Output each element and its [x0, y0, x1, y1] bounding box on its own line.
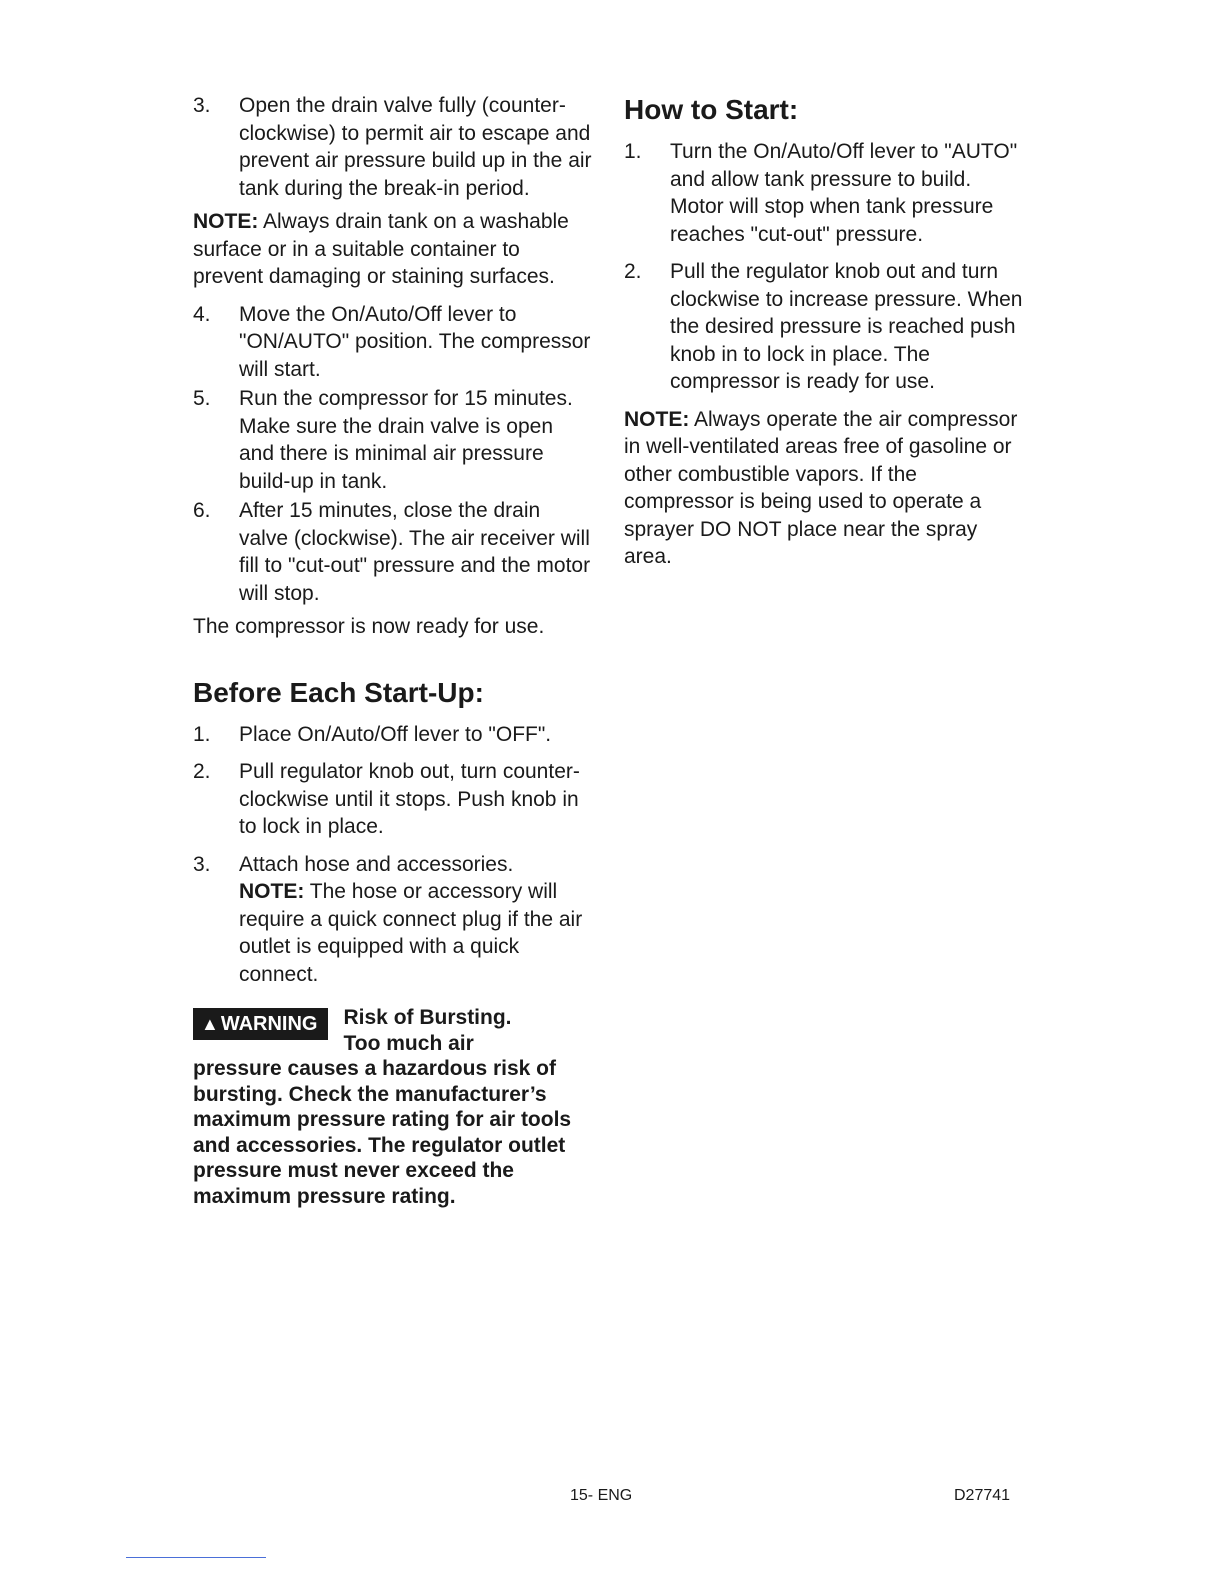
step-number: 5. — [193, 387, 211, 410]
list-item — [193, 721, 593, 749]
step-text: Place On/Auto/Off lever to "OFF". — [239, 722, 552, 746]
note-label: NOTE: — [624, 407, 690, 431]
list-item — [624, 138, 1024, 248]
step-text: Pull the regulator knob out and turn clockwise to increase pressure. When the desired pressure is reached push knob in to lock in place. The compressor is ready for use. — [670, 260, 1023, 393]
step-number: 1. — [193, 722, 211, 746]
step-text: Open the drain valve fully (counter-clockwise) to permit air to escape and prevent air pressure build up in the air tank during the break-in period. — [239, 94, 592, 200]
step-list-a — [193, 92, 593, 202]
note-text: The hose or accessory will require a quick connect plug if the air outlet is equipped with a quick connect. — [239, 880, 583, 986]
warning-head-line1: Risk of Bursting. — [343, 1006, 512, 1029]
note-text: Always operate the air compressor in well-ventilated areas free of gasoline or other combustible vapors. If the compressor is being used to operate a sprayer DO NOT place near the spray area. — [624, 407, 1018, 568]
start-step-list — [624, 138, 1024, 396]
step-number: 3. — [193, 852, 211, 876]
warning-badge-label: WARNING — [220, 1013, 318, 1035]
warning-badge — [193, 1008, 328, 1040]
ready-text: The compressor is now ready for use. — [193, 615, 545, 638]
note-label: NOTE: — [239, 880, 305, 903]
right-column — [624, 92, 1024, 581]
warning-block — [193, 1008, 593, 1209]
step-number: 2. — [624, 260, 642, 283]
list-item — [193, 851, 593, 989]
section-heading-before-start: Before Each Start-Up: — [193, 676, 484, 708]
list-item — [193, 301, 593, 384]
list-item — [624, 258, 1024, 396]
list-item — [193, 92, 593, 202]
section-heading-how-to-start: How to Start: — [624, 94, 799, 125]
step-text: Turn the On/Auto/Off lever to "AUTO" and allow tank pressure to build. Motor will stop when tank pressure reaches "cut-out" pressure. — [670, 140, 1018, 246]
step-text: Attach hose and accessories. — [239, 852, 514, 876]
warning-head-line2: Too much air — [343, 1031, 474, 1055]
list-item — [193, 758, 593, 841]
step-body — [239, 851, 593, 989]
note-label: NOTE: — [193, 210, 259, 233]
before-step-list — [193, 721, 593, 989]
page-number: 15- ENG — [570, 1487, 633, 1504]
step-number: 4. — [193, 302, 211, 326]
step-text: After 15 minutes, close the drain valve (clockwise). The air receiver will fill to "cut-out" pressure and the motor will stop. — [239, 499, 591, 605]
left-column — [193, 92, 593, 1209]
step-text: Move the On/Auto/Off lever to "ON/AUTO" position. The compressor will start. — [239, 302, 591, 381]
step-number: 3. — [193, 94, 211, 117]
warning-triangle-icon: ▲ — [201, 1014, 219, 1034]
note-drain — [193, 208, 593, 291]
document-code: D27741 — [954, 1487, 1011, 1504]
note-ventilation — [624, 406, 1024, 571]
list-item — [193, 497, 593, 607]
warning-body: pressure causes a hazardous risk of bursting. Check the manufacturer’s maximum pressure rating for air tools and accessories. The regulator outlet pressure must never exceed the maximum pressure rating. — [193, 1057, 572, 1208]
step-text: Run the compressor for 15 minutes. Make sure the drain valve is open and there is minimal air pressure build-up in tank. — [239, 387, 573, 493]
note-text: Always drain tank on a washable surface or in a suitable container to prevent damaging or staining surfaces. — [193, 210, 569, 288]
list-item — [193, 385, 593, 495]
step-list-b — [193, 301, 593, 608]
step-number: 2. — [193, 760, 211, 783]
step-number: 6. — [193, 499, 211, 522]
step-text: Pull regulator knob out, turn counter-clockwise until it stops. Push knob in to lock in place. — [239, 760, 580, 838]
step-number: 1. — [624, 140, 642, 163]
divider — [126, 1557, 266, 1558]
warning-heading — [344, 1005, 512, 1056]
